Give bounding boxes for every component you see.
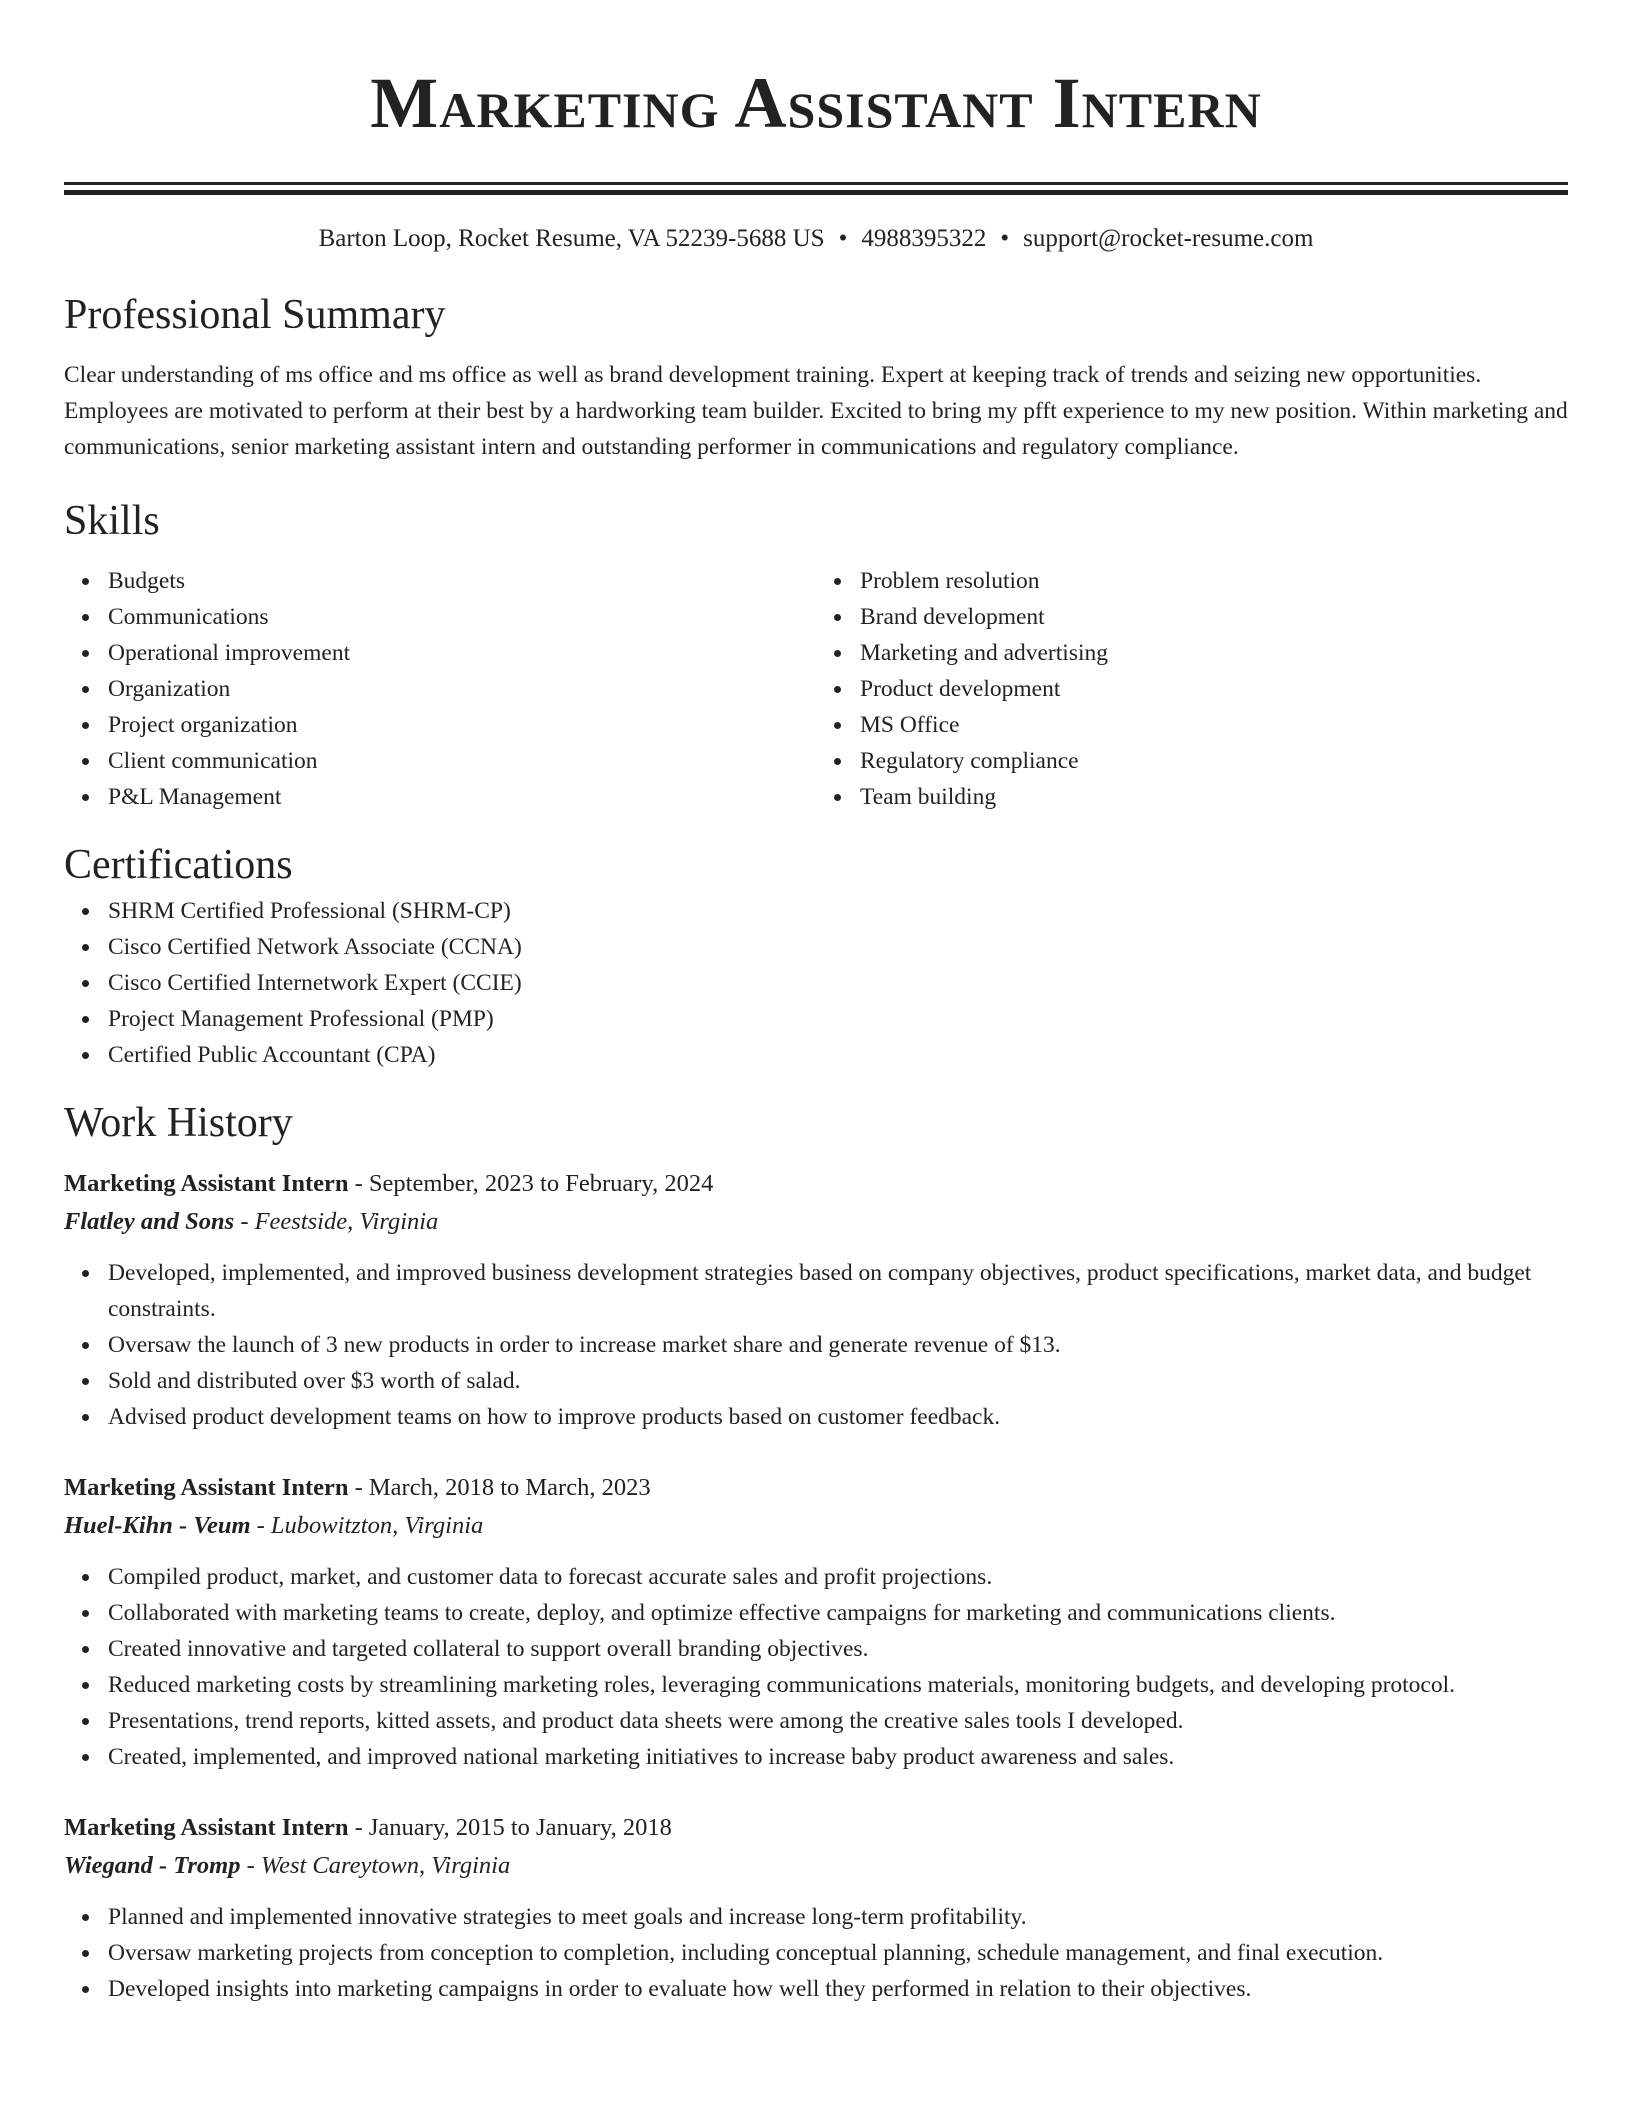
certifications-heading: Certifications xyxy=(64,842,293,888)
job-entry xyxy=(64,1469,1568,1775)
job-dates: - January, 2015 to January, 2018 xyxy=(348,1814,672,1841)
job-bullet: Created innovative and targeted collateral to support overall branding objectives. xyxy=(108,1631,1568,1667)
skill-item: Problem resolution xyxy=(860,563,1568,599)
job-bullet: Planned and implemented innovative strategies to meet goals and increase long-term profitability. xyxy=(108,1899,1568,1935)
job-bullet: Advised product development teams on how to improve products based on customer feedback. xyxy=(108,1399,1568,1435)
job-bullet: Created, implemented, and improved national marketing initiatives to increase baby product awareness and sales. xyxy=(108,1739,1568,1775)
skill-item: Communications xyxy=(108,599,816,635)
job-bullets xyxy=(64,1255,1568,1435)
resume-page xyxy=(64,0,1568,2007)
job-role: Marketing Assistant Intern xyxy=(64,1814,349,1841)
job-bullet: Compiled product, market, and customer data to forecast accurate sales and profit projections. xyxy=(108,1559,1568,1595)
job-location: - West Careytown, Virginia xyxy=(240,1852,511,1879)
contact-address: Barton Loop, Rocket Resume, VA 52239-5688 US xyxy=(318,225,825,252)
certification-item: Cisco Certified Network Associate (CCNA) xyxy=(108,929,1568,965)
skills-heading: Skills xyxy=(64,498,160,544)
skill-item: Marketing and advertising xyxy=(860,635,1568,671)
certification-item: Certified Public Accountant (CPA) xyxy=(108,1037,1568,1073)
job-role: Marketing Assistant Intern xyxy=(64,1170,349,1197)
header-divider xyxy=(64,182,1568,195)
work-history-heading: Work History xyxy=(64,1100,293,1146)
summary-text: Clear understanding of ms office and ms office as well as brand development training. Expert at keeping track of trends and seizing new opportunities. Employees are motivated to perform at their best by a hardworking team builder. Excited to bring my pfft experience to my new position. Within marketing and communications, senior marketing assistant intern and outstanding performer in communications and regulatory compliance. xyxy=(64,362,1568,460)
job-company: Flatley and Sons xyxy=(64,1208,235,1235)
skills-column-right xyxy=(816,563,1568,815)
job-employer xyxy=(64,1203,1568,1241)
skill-item: Brand development xyxy=(860,599,1568,635)
job-company: Wiegand - Tromp xyxy=(64,1852,241,1879)
job-bullet: Collaborated with marketing teams to create, deploy, and optimize effective campaigns for marketing and communications clients. xyxy=(108,1595,1568,1631)
job-bullet: Presentations, trend reports, kitted assets, and product data sheets were among the creative sales tools I developed. xyxy=(108,1703,1568,1739)
skill-item: Product development xyxy=(860,671,1568,707)
contact-email: support@rocket-resume.com xyxy=(1023,225,1314,252)
job-header xyxy=(64,1809,1568,1847)
contact-separator: • xyxy=(1000,225,1010,252)
certification-item: SHRM Certified Professional (SHRM-CP) xyxy=(108,893,1568,929)
skill-item: MS Office xyxy=(860,707,1568,743)
job-bullet: Reduced marketing costs by streamlining marketing roles, leveraging communications materials, monitoring budgets, and developing protocol. xyxy=(108,1667,1568,1703)
job-entry xyxy=(64,1809,1568,2007)
job-dates: - September, 2023 to February, 2024 xyxy=(348,1170,714,1197)
certifications-list xyxy=(64,893,1568,1073)
summary-heading: Professional Summary xyxy=(64,292,446,338)
skill-item: Regulatory compliance xyxy=(860,743,1568,779)
job-bullets xyxy=(64,1899,1568,2007)
skill-item: Client communication xyxy=(108,743,816,779)
certification-item: Project Management Professional (PMP) xyxy=(108,1001,1568,1037)
job-location: - Feestside, Virginia xyxy=(234,1208,439,1235)
job-header xyxy=(64,1165,1568,1203)
certification-item: Cisco Certified Internetwork Expert (CCIE) xyxy=(108,965,1568,1001)
skill-item: Budgets xyxy=(108,563,816,599)
job-bullet: Sold and distributed over $3 worth of salad. xyxy=(108,1363,1568,1399)
resume-name: Marketing Assistant Intern xyxy=(370,63,1262,143)
skills-column-left xyxy=(64,563,816,815)
contact-line xyxy=(64,221,1568,257)
skill-item: Team building xyxy=(860,779,1568,815)
job-employer xyxy=(64,1507,1568,1545)
job-bullet: Oversaw the launch of 3 new products in order to increase market share and generate revenue of $13. xyxy=(108,1327,1568,1363)
job-bullet: Oversaw marketing projects from conception to completion, including conceptual planning, schedule management, and final execution. xyxy=(108,1935,1568,1971)
job-dates: - March, 2018 to March, 2023 xyxy=(348,1474,651,1501)
job-bullets xyxy=(64,1559,1568,1775)
job-location: - Lubowitzton, Virginia xyxy=(250,1512,484,1539)
skill-item: Organization xyxy=(108,671,816,707)
job-bullet: Developed, implemented, and improved business development strategies based on company objectives, product specifications, market data, and budget constraints. xyxy=(108,1255,1568,1327)
job-bullet: Developed insights into marketing campaigns in order to evaluate how well they performed in relation to their objectives. xyxy=(108,1971,1568,2007)
contact-separator: • xyxy=(838,225,848,252)
job-employer xyxy=(64,1847,1568,1885)
skill-item: Operational improvement xyxy=(108,635,816,671)
contact-phone: 4988395322 xyxy=(861,225,987,252)
skill-item: P&L Management xyxy=(108,779,816,815)
job-header xyxy=(64,1469,1568,1507)
job-company: Huel-Kihn - Veum xyxy=(64,1512,251,1539)
skill-item: Project organization xyxy=(108,707,816,743)
skills-list xyxy=(64,563,1568,815)
job-entry xyxy=(64,1165,1568,1435)
job-role: Marketing Assistant Intern xyxy=(64,1474,349,1501)
